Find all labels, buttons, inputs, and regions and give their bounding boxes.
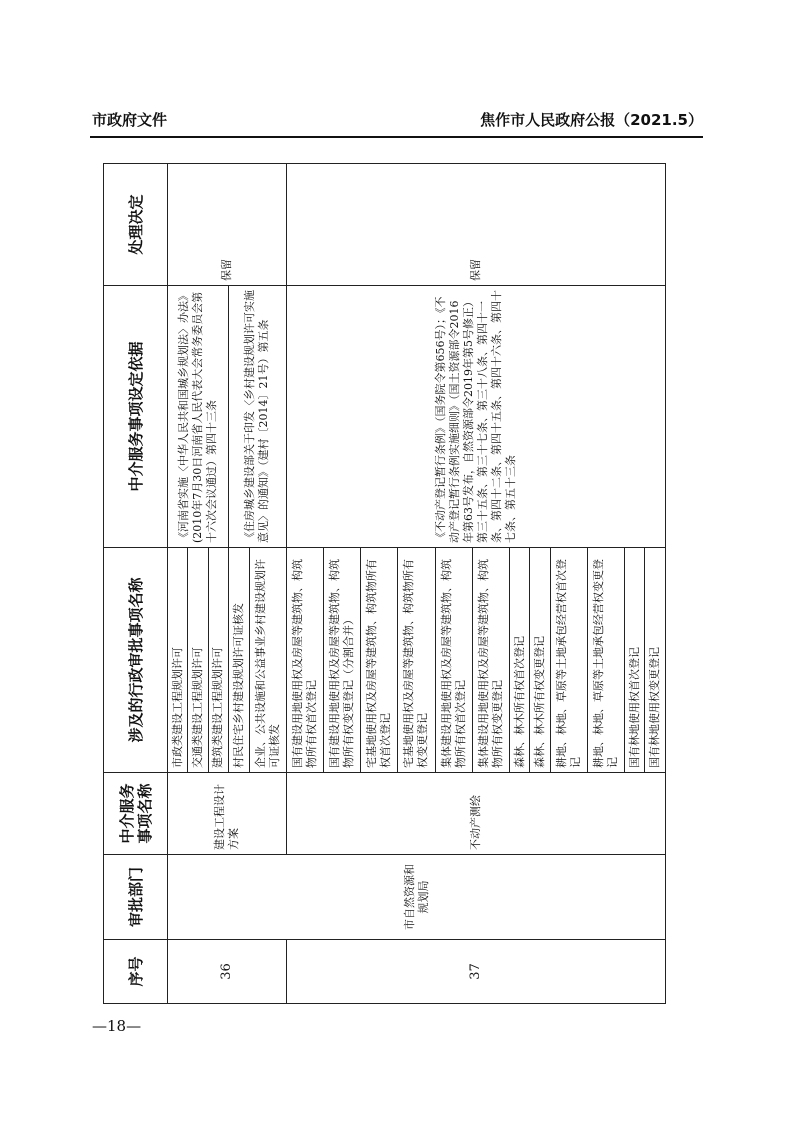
item-37-9: 耕地、林地、草原等土地承包经营权变更登记 xyxy=(587,548,624,773)
header-divider xyxy=(90,136,703,138)
item-37-10: 国有林地使用权首次登记 xyxy=(625,548,645,773)
col-header-decision: 处理决定 xyxy=(104,164,168,286)
service-items-table xyxy=(103,163,666,1004)
decision-37: 保留 xyxy=(286,164,665,286)
item-36-2: 建筑类建设工程规划许可 xyxy=(208,548,228,773)
basis-36-a: 《河南省实施〈中华人民共和国城乡规划法〉办法》(2010年7月30日河南省人民代表大会常务委员会第十六次会议通过）第四十三条 xyxy=(168,286,229,548)
col-header-service: 中介服务事项名称 xyxy=(104,773,168,855)
dept-cell: 市自然资源和规划局 xyxy=(168,855,666,940)
item-37-11: 国有林地使用权变更登记 xyxy=(645,548,666,773)
item-36-0: 市政类建设工程规划许可 xyxy=(168,548,188,773)
item-37-1: 国有建设用地使用权及房屋等建筑物、构筑物所有权变更登记（分割合并） xyxy=(323,548,360,773)
col-header-seq: 序号 xyxy=(104,940,168,1004)
col-header-items: 涉及的行政审批事项名称 xyxy=(104,548,168,773)
table-row xyxy=(168,164,188,1004)
item-37-4: 集体建设用地使用权及房屋等建筑物、构筑物所有权首次登记 xyxy=(435,548,472,773)
col-header-basis: 中介服务事项设定依据 xyxy=(104,286,168,548)
table-header-row xyxy=(104,164,168,1004)
header-right-title: 焦作市人民政府公报（2021.5） xyxy=(480,111,703,129)
basis-36-b: 《住房城乡建设部关于印发〈乡村建设规划许可实施意见〉的通知》（建村〔2014〕21号）第五条 xyxy=(229,286,287,548)
item-36-3: 村民住宅乡村建设规划许可证核发 xyxy=(229,548,249,773)
col-header-dept: 审批部门 xyxy=(104,855,168,940)
seq-36: 36 xyxy=(168,940,287,1004)
service-37: 不动产测绘 xyxy=(286,773,665,855)
item-37-0: 国有建设用地使用权及房屋等建筑物、构筑物所有权首次登记 xyxy=(286,548,323,773)
item-37-6: 森林、林木所有权首次登记 xyxy=(509,548,529,773)
item-37-8: 耕地、林地、草原等土地承包经营权首次登记 xyxy=(550,548,587,773)
seq-37: 37 xyxy=(286,940,665,1004)
rotated-table-container xyxy=(103,164,666,1004)
header-left-title: 市政府文件 xyxy=(92,111,168,129)
basis-37: 《不动产登记暂行条例》（国务院令第656号）；《不动产登记暂行条例实施细则》（国土资源部令2016年第63号发布，自然资源部令2019年第5号修正）第三十五条、第三十七条、第三十八条、第四十一条、第四十二条、第四十五条、第四十六条、第四十七条、第五十三条 xyxy=(286,286,665,548)
item-37-2: 宅基地使用权及房屋等建筑物、构筑物所有权首次登记 xyxy=(361,548,398,773)
decision-36: 保留 xyxy=(168,164,287,286)
service-36: 建设工程设计方案 xyxy=(168,773,287,855)
page-number: —18— xyxy=(92,1017,142,1035)
item-37-3: 宅基地使用权及房屋等建筑物、构筑物所有权变更登记 xyxy=(398,548,435,773)
item-37-5: 集体建设用地使用权及房屋等建筑物、构筑物所有权变更登记 xyxy=(472,548,509,773)
item-36-1: 交通类建设工程规划许可 xyxy=(188,548,208,773)
item-37-7: 森林、林木所有权变更登记 xyxy=(530,548,550,773)
item-36-4: 企业、公共设施和公益事业乡村建设规划许可证核发 xyxy=(249,548,286,773)
